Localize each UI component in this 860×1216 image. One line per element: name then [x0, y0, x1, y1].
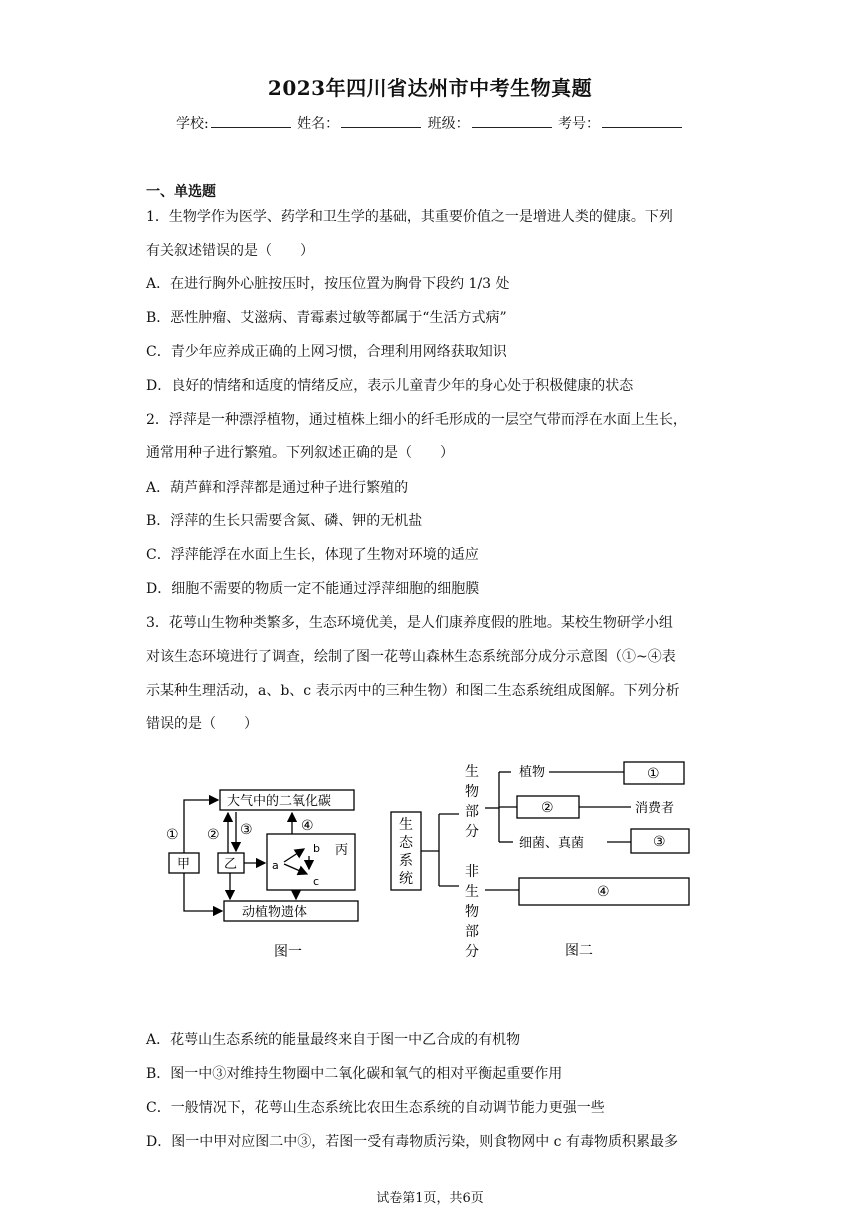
box-1-label: ① — [647, 766, 660, 782]
school-label: 学校: — [175, 116, 209, 132]
q1-option-c: C．青少年应养成正确的上网习惯，合理利用网络获取知识 — [146, 344, 507, 360]
c-label: c — [313, 875, 320, 888]
class-label: 班级： — [427, 116, 470, 132]
bing-label: 丙 — [335, 843, 349, 858]
page-title: 2023年四川省达州市中考生物真题 — [267, 76, 593, 100]
q2-stem-line2: 通常用种子进行繁殖。下列叙述正确的是（ ） — [146, 445, 454, 461]
class-blank — [472, 115, 552, 128]
abiotic-char-2: 生 — [465, 884, 479, 900]
q3-stem-line3: 示某种生理活动，a、b、c 表示丙中的三种生物）和图二生态系统组成图解。下列分析 — [146, 683, 680, 699]
q2-option-b: B．浮萍的生长只需要含氮、磷、钾的无机盐 — [146, 513, 423, 529]
co2-label: 大气中的二氧化碳 — [227, 794, 332, 809]
a-label: a — [272, 859, 279, 872]
q3-stem-line2: 对该生态环境进行了调查，绘制了图一花萼山森林生态系统部分成分示意图（①~④表 — [146, 649, 676, 665]
b-label: b — [313, 842, 320, 855]
ecosystem-char-4: 统 — [399, 871, 413, 887]
figure-2 — [385, 756, 705, 966]
q1-option-b: B．恶性肿瘤、艾滋病、青霉素过敏等都属于“生活方式病” — [146, 310, 507, 326]
ecosystem-char-3: 系 — [399, 853, 413, 869]
process-4-label: ④ — [301, 818, 314, 834]
q1-option-d: D．良好的情绪和适度的情绪反应，表示儿童青少年的身心处于积极健康的状态 — [146, 378, 634, 394]
yi-label: 乙 — [224, 857, 238, 872]
box-4-label: ④ — [597, 884, 610, 900]
abiotic-char-5: 分 — [465, 944, 479, 960]
exam-no-blank — [602, 115, 682, 128]
q1-stem-line2: 有关叙述错误的是（ ） — [146, 243, 314, 259]
decomposers-label: 细菌、真菌 — [519, 836, 585, 851]
exam-no-label: 考号： — [558, 116, 601, 132]
abiotic-char-3: 物 — [465, 904, 479, 920]
q3-stem-line4: 错误的是（ ） — [146, 716, 258, 732]
remains-label: 动植物遗体 — [242, 905, 308, 920]
box-2-label: ② — [541, 800, 554, 816]
name-label: 姓名： — [297, 116, 340, 132]
biotic-char-1: 生 — [465, 764, 479, 780]
figure-2-caption: 图二 — [565, 943, 593, 959]
q2-option-d: D．细胞不需要的物质一定不能通过浮萍细胞的细胞膜 — [146, 581, 480, 597]
consumers-label: 消费者 — [635, 801, 675, 816]
biotic-char-4: 分 — [465, 824, 479, 840]
page-footer: 试卷第1页，共6页 — [376, 1191, 484, 1206]
process-3-label: ③ — [240, 822, 253, 838]
ecosystem-char-1: 生 — [399, 817, 413, 833]
student-info — [0, 113, 860, 133]
ecosystem-char-2: 态 — [399, 835, 413, 851]
figure-1 — [160, 778, 370, 968]
biotic-char-3: 部 — [465, 804, 479, 820]
q3-option-a: A．花萼山生态系统的能量最终来自于图一中乙合成的有机物 — [146, 1032, 521, 1048]
box-3-label: ③ — [653, 834, 666, 850]
q1-option-a: A．在进行胸外心脏按压时，按压位置为胸骨下段约 1/3 处 — [146, 276, 510, 292]
q3-option-c: C．一般情况下，花萼山生态系统比农田生态系统的自动调节能力更强一些 — [146, 1100, 605, 1116]
abiotic-char-1: 非 — [465, 864, 479, 880]
name-blank — [341, 115, 421, 128]
q3-option-b: B．图一中③对维持生物圈中二氧化碳和氧气的相对平衡起重要作用 — [146, 1066, 563, 1082]
abiotic-char-4: 部 — [465, 924, 479, 940]
school-blank — [211, 115, 291, 128]
process-2-label: ② — [207, 827, 220, 843]
section-title: 一、单选题 — [146, 184, 216, 200]
jia-label: 甲 — [177, 857, 191, 872]
figure-1-caption: 图一 — [274, 944, 302, 960]
q2-option-c: C．浮萍能浮在水面上生长，体现了生物对环境的适应 — [146, 547, 479, 563]
biotic-char-2: 物 — [465, 784, 479, 800]
q3-option-d: D．图一中甲对应图二中③，若图一受有毒物质污染，则食物网中 c 有毒物质积累最多 — [146, 1134, 678, 1150]
q3-stem-line1: 3．花萼山生物种类繁多，生态环境优美，是人们康养度假的胜地。某校生物研学小组 — [146, 615, 673, 631]
process-1-label: ① — [166, 827, 179, 843]
q2-stem-line1: 2．浮萍是一种漂浮植物，通过植株上细小的纤毛形成的一层空气带而浮在水面上生长， — [146, 412, 687, 428]
plants-label: 植物 — [519, 765, 546, 780]
q2-option-a: A．葫芦藓和浮萍都是通过种子进行繁殖的 — [146, 480, 409, 496]
q1-stem-line1: 1．生物学作为医学、药学和卫生学的基础，其重要价值之一是增进人类的健康。下列 — [146, 209, 673, 225]
